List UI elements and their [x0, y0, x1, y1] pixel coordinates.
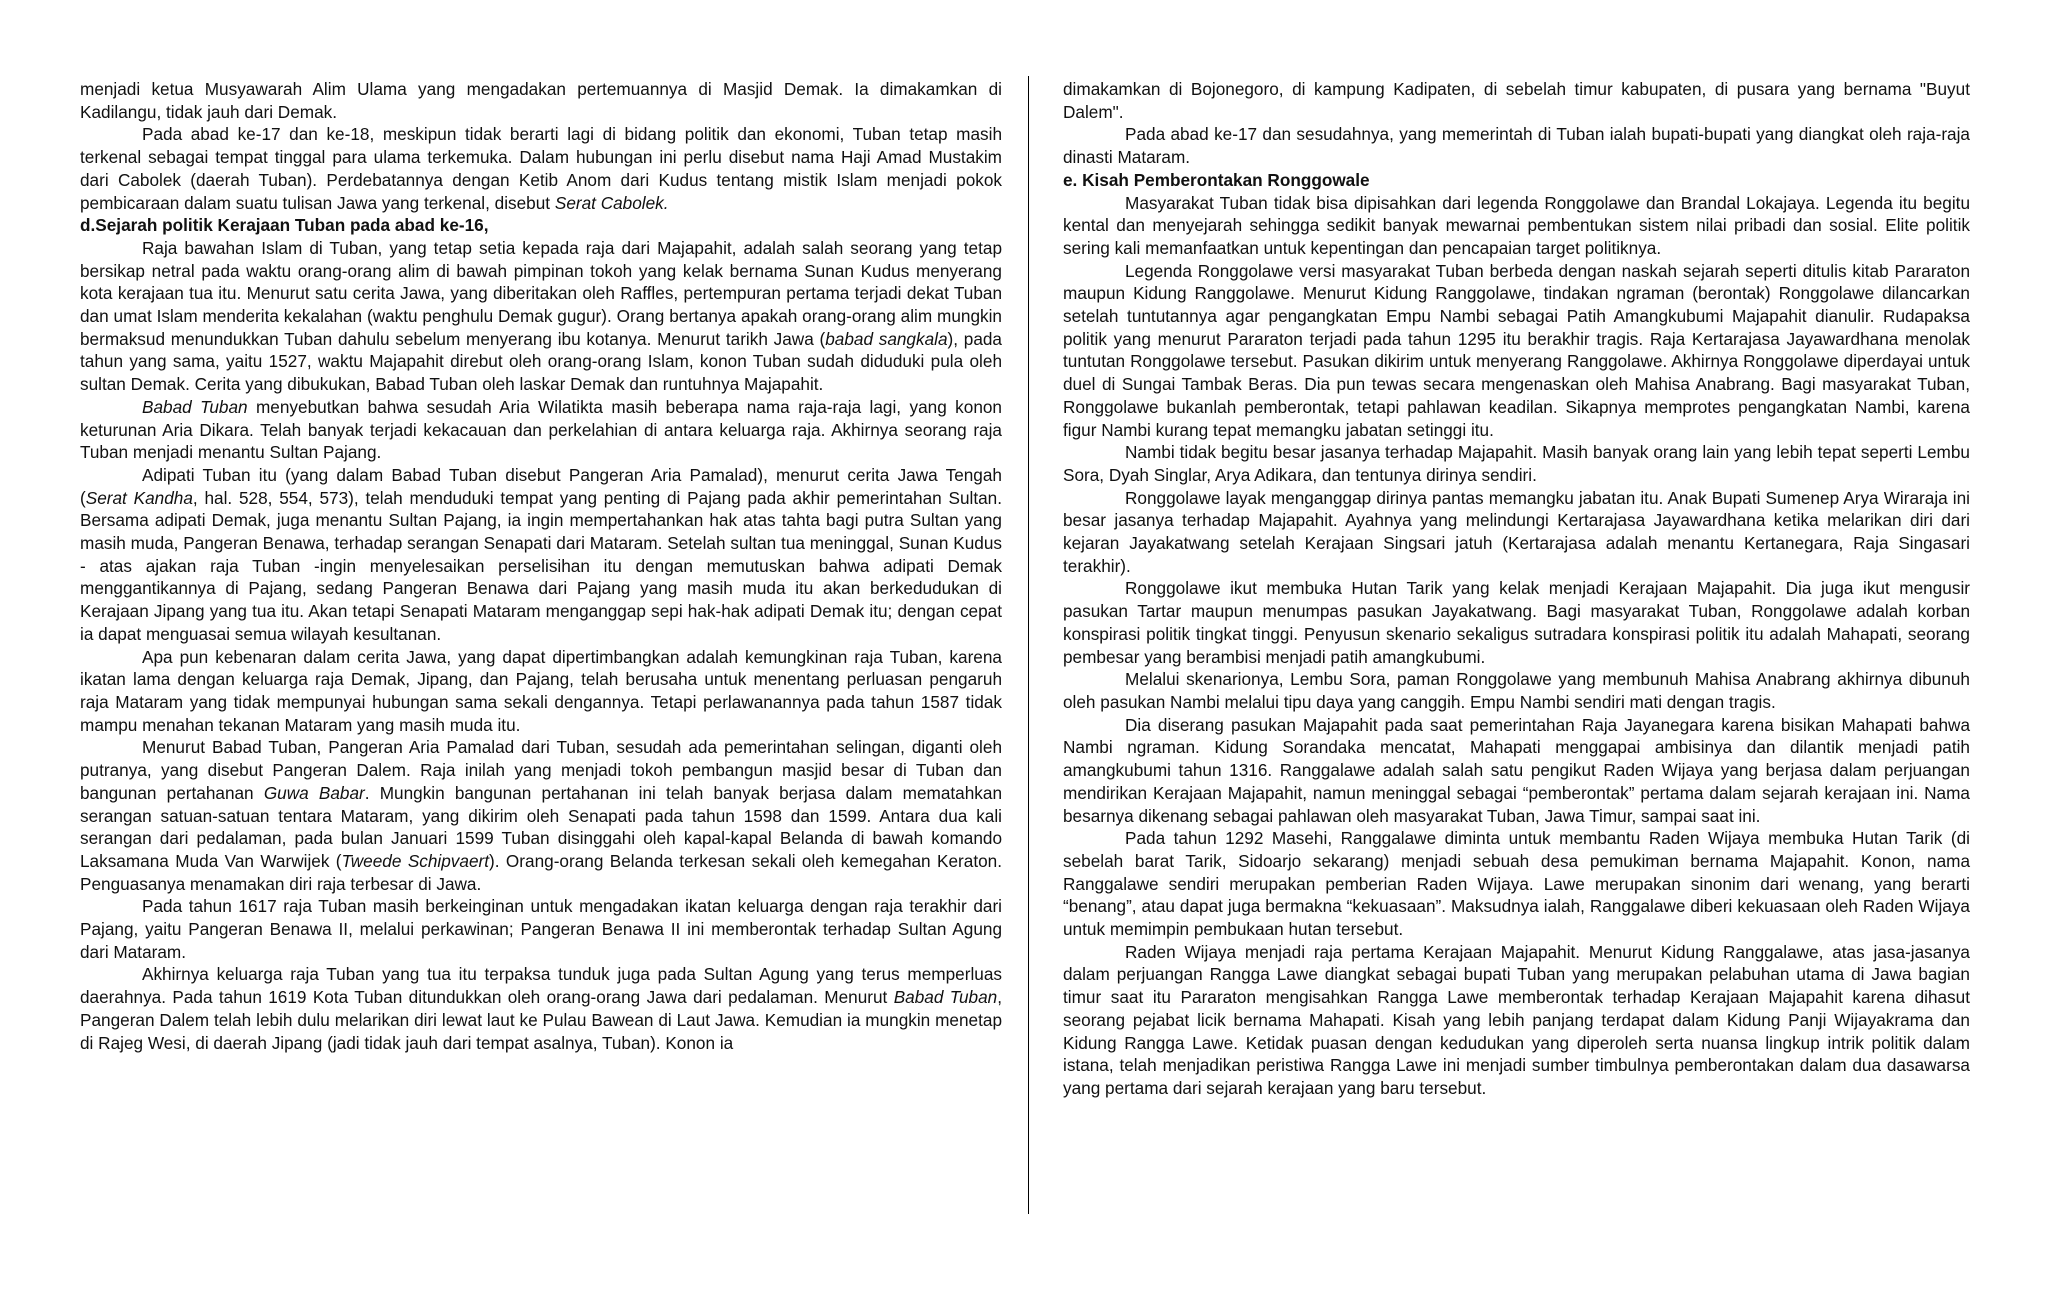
paragraph: Pada abad ke-17 dan sesudahnya, yang memerintah di Tuban ialah bupati-bupati yang diangkat oleh raja-raja dinasti Mataram. — [1063, 124, 1970, 168]
paragraph: dimakamkan di Bojonegoro, di kampung Kadipaten, di sebelah timur kabupaten, di pusara yang bernama "Buyut Dalem". — [1063, 79, 1970, 122]
paragraph: Pada tahun 1292 Masehi, Ranggalawe diminta untuk membantu Raden Wijaya membuka Hutan Tarik (di sebelah barat Tarik, Sidoarjo sekarang) menjadi sebuah desa pemukiman bernama Majapahit. Konon, nama Ranggalawe sendiri merupakan pemberian Raden Wijaya. Lawe merupakan sinonim dari wenang, yang berarti “benang”, atau dapat juga bermakna “kekuasaan”. Maksudnya ialah, Ranggalawe diberi kekuasaan oleh Raden Wijaya untuk memimpin pembukaan hutan tersebut. — [1063, 828, 1970, 940]
paragraph: Apa pun kebenaran dalam cerita Jawa, yang dapat dipertimbangkan adalah kemungkinan raja Tuban, karena ikatan lama dengan keluarga raja Demak, Jipang, dan Pajang, telah berusaha untuk menentang perluasan pengaruh raja Mataram yang tidak mempunyai hubungan sama sekali dengannya. Tetapi perlawanannya pada tahun 1587 tidak mampu menahan tekanan Mataram yang masih muda itu. — [80, 646, 1002, 735]
paragraph: Legenda Ronggolawe versi masyarakat Tuban berbeda dengan naskah sejarah seperti ditulis kitab Pararaton maupun Kidung Ranggolawe. Menurut Kidung Ranggolawe, tindakan ngraman (berontak) Ronggolawe dilancarkan setelah tuntutannya agar pengangkatan Empu Nambi sebagai Patih Amangkubumi Majapahit dianulir. Rudapaksa politik yang menurut Pararaton terjadi pada tahun 1295 itu berakhir tragis. Raja Kertarajasa Jayawardhana menolak tuntutan Ronggolawe tersebut. Pasukan dikirim untuk menyerang Ranggolawe. Akhirnya Ronggolawe diperdayai untuk duel di Sungai Tambak Beras. Dia pun tewas secara mengenaskan oleh Mahisa Anabrang. Bagi masyarakat Tuban, Ronggolawe bukanlah pemberontak, tetapi pahlawan keadilan. Sikapnya memprotes pengangkatan Nambi, karena figur Nambi kurang tepat memangku jabatan setinggi itu. — [1063, 260, 1970, 440]
section-heading-e: e. Kisah Pemberontakan Ronggowale — [1063, 169, 1370, 190]
column-divider — [1028, 76, 1029, 1214]
paragraph: menjadi ketua Musyawarah Alim Ulama yang mengadakan pertemuannya di Masjid Demak. Ia dimakamkan di Kadilangu, tidak jauh dari Demak. — [80, 79, 1002, 122]
paragraph: Adipati Tuban itu (yang dalam Babad Tuban disebut Pangeran Aria Pamalad), menurut cerita Jawa Tengah (Serat Kandha, hal. 528, 554, 573), telah menduduki tempat yang penting di Pajang pada akhir pemerintahan Sultan. Bersama adipati Demak, juga menantu Sultan Pajang, ia ingin mempertahankan hak atas tahta bagi putra Sultan yang masih muda, Pangeran Benawa, terhadap serangan Senapati dari Mataram. Setelah sultan tua meninggal, Sunan Kudus - atas ajakan raja Tuban -ingin menyelesaikan perselisihan itu dengan memutuskan bahwa adipati Demak menggantikannya di Pajang, sedang Pangeran Benawa dari Pajang yang masih muda itu akan berkedudukan di Kerajaan Jipang yang tua itu. Akan tetapi Senapati Mataram menganggap sepi hak-hak adipati Demak itu; dengan cepat ia dapat menguasai semua wilayah kesultanan. — [80, 464, 1002, 644]
paragraph: Ronggolawe layak menganggap dirinya pantas memangku jabatan itu. Anak Bupati Sumenep Arya Wiraraja ini besar jasanya terhadap Majapahit. Ayahnya yang melindungi Kertarajasa Jayawardhana ketika melarikan diri dari kejaran Jayakatwang setelah Kerajaan Singsari jatuh (Kertarajasa adalah menantu Kertanegara, Raja Singasari terakhir). — [1063, 487, 1970, 576]
paragraph: Babad Tuban menyebutkan bahwa sesudah Aria Wilatikta masih beberapa nama raja-raja lagi, yang konon keturunan Aria Dikara. Telah banyak terjadi kekacauan dan perkelahian di antara keluarga raja. Akhirnya seorang raja Tuban menjadi menantu Sultan Pajang. — [80, 396, 1002, 463]
paragraph: Nambi tidak begitu besar jasanya terhadap Majapahit. Masih banyak orang lain yang lebih tepat seperti Lembu Sora, Dyah Singlar, Arya Adikara, dan tentunya dirinya sendiri. — [1063, 442, 1970, 485]
paragraph: Dia diserang pasukan Majapahit pada saat pemerintahan Raja Jayanegara karena bisikan Mahapati bahwa Nambi ngraman. Kidung Sorandaka mencatat, Mahapati menggapai ambisinya dan dilantik menjadi patih amangkubumi tahun 1316. Ranggalawe adalah salah satu pengikut Raden Wijaya yang berjasa dalam perjuangan mendirikan Kerajaan Majapahit, namun meninggal sebagai “pemberontak” pertama dalam sejarah kerajaan ini. Nama besarnya dikenang sebagai pahlawan oleh masyarakat Tuban, Jawa Timur, sampai saat ini. — [1063, 714, 1970, 826]
paragraph: Pada abad ke-17 dan ke-18, meskipun tidak berarti lagi di bidang politik dan ekonomi, Tuban tetap masih terkenal sebagai tempat tinggal para ulama terkemuka. Dalam hubungan ini perlu disebut nama Haji Amad Mustakim dari Cabolek (daerah Tuban). Perdebatannya dengan Ketib Anom dari Kudus tentang mistik Islam menjadi pokok pembicaraan dalam suatu tulisan Jawa yang terkenal, disebut Serat Cabolek. — [80, 124, 1002, 213]
paragraph: Masyarakat Tuban tidak bisa dipisahkan dari legenda Ronggolawe dan Brandal Lokajaya. Legenda itu begitu kental dan menyejarah sehingga sedikit banyak mewarnai pembentukan sistem nilai pribadi dan sosial. Elite politik sering kali memanfaatkan untuk kepentingan dan pencapaian target politiknya. — [1063, 192, 1970, 258]
paragraph: Pada tahun 1617 raja Tuban masih berkeinginan untuk mengadakan ikatan keluarga dengan raja terakhir dari Pajang, yaitu Pangeran Benawa II, melalui perkawinan; Pangeran Benawa II ini memberontak terhadap Sultan Agung dari Mataram. — [80, 896, 1002, 962]
paragraph: Menurut Babad Tuban, Pangeran Aria Pamalad dari Tuban, sesudah ada pemerintahan selingan, diganti oleh putranya, yang disebut Pangeran Dalem. Raja inilah yang menjadi tokoh pembangun masjid besar di Tuban dan bangunan pertahanan Guwa Babar. Mungkin bangunan pertahanan ini telah banyak berjasa dalam mematahkan serangan satuan-satuan tentara Mataram, yang dikirim oleh Senapati pada tahun 1598 dan 1599. Antara dua kali serangan dari pedalaman, pada bulan Januari 1599 Tuban disinggahi oleh kapal-kapal Belanda di bawah komando Laksamana Muda Van Warwijek (Tweede Schipvaert). Orang-orang Belanda terkesan sekali oleh kemegahan Keraton. Penguasanya menamakan diri raja terbesar di Jawa. — [80, 737, 1002, 894]
section-heading-d: d.Sejarah politik Kerajaan Tuban pada abad ke-16, — [80, 215, 489, 236]
paragraph: Melalui skenarionya, Lembu Sora, paman Ronggolawe yang membunuh Mahisa Anabrang akhirnya dibunuh oleh pasukan Nambi melalui tipu daya yang canggih. Empu Nambi sendiri mati dengan tragis. — [1063, 669, 1970, 712]
paragraph: Raden Wijaya menjadi raja pertama Kerajaan Majapahit. Menurut Kidung Ranggalawe, atas jasa-jasanya dalam perjuangan Rangga Lawe diangkat sebagai bupati Tuban yang merupakan pelabuhan utama di Jawa bagian timur saat itu Pararaton mengisahkan Rangga Lawe memberontak terhadap Kerajaan Majapahit karena dihasut seorang pejabat licik bernama Mahapati. Kisah yang lebih panjang terdapat dalam Kidung Panji Wijayakrama dan Kidung Rangga Lawe. Ketidak puasan dengan kedudukan yang diperoleh serta nuansa lingkup intrik politik dalam istana, telah menjadikan peristiwa Rangga Lawe ini menjadi sumber timbulnya pemberontakan dalam dua dasawarsa yang pertama dari sejarah kerajaan yang baru tersebut. — [1063, 941, 1970, 1098]
paragraph: Raja bawahan Islam di Tuban, yang tetap setia kepada raja dari Majapahit, adalah salah seorang yang tetap bersikap netral pada waktu orang-orang alim di bawah pimpinan tokoh yang kelak bernama Sunan Kudus menyerang kota kerajaan tua itu. Menurut satu cerita Jawa, yang diberitakan oleh Raffles, pertempuran pertama terjadi dekat Tuban dan umat Islam menderita kekalahan (waktu penghulu Demak gugur). Orang bertanya apakah orang-orang alim mungkin bermaksud menundukkan Tuban dahulu sebelum menyerang ibu kotanya. Menurut tarikh Jawa (babad sangkala), pada tahun yang sama, yaitu 1527, waktu Majapahit direbut oleh orang-orang Islam, konon Tuban sudah diduduki pula oleh sultan Demak. Cerita yang dibukukan, Babad Tuban oleh laskar Demak dan runtuhnya Majapahit. — [80, 237, 1002, 395]
left-column — [80, 78, 1002, 1054]
paragraph: Akhirnya keluarga raja Tuban yang tua itu terpaksa tunduk juga pada Sultan Agung yang terus memperluas daerahnya. Pada tahun 1619 Kota Tuban ditundukkan oleh orang-orang Jawa dari pedalaman. Menurut Babad Tuban, Pangeran Dalem telah lebih dulu melarikan diri lewat laut ke Pulau Bawean di Laut Jawa. Kemudian ia mungkin menetap di Rajeg Wesi, di daerah Jipang (jadi tidak jauh dari tempat asalnya, Tuban). Konon ia — [80, 964, 1003, 1053]
paragraph: Ronggolawe ikut membuka Hutan Tarik yang kelak menjadi Kerajaan Majapahit. Dia juga ikut mengusir pasukan Tartar maupun menumpas pasukan Jayakatwang. Bagi masyarakat Tuban, Ronggolawe adalah korban konspirasi politik tingkat tinggi. Penyusun skenario sekaligus sutradara konspirasi politik itu adalah Mahapati, seorang pembesar yang berambisi menjadi patih amangkubumi. — [1063, 578, 1970, 667]
right-column — [1063, 78, 1970, 1100]
